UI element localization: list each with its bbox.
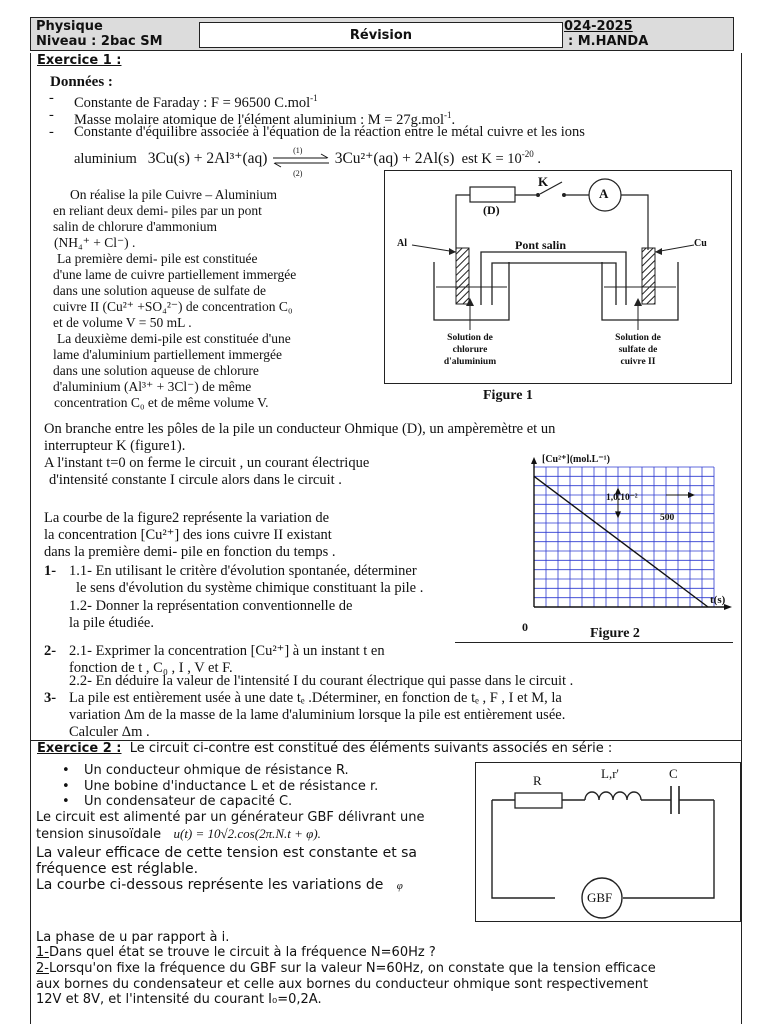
bullet-dash: -: [49, 90, 54, 106]
faraday-constant: Constante de Faraday : F = 96500 C.mol$^{-1}$: [74, 93, 318, 111]
question-3-number: 3-: [44, 690, 57, 706]
teacher-name: : M.HANDA: [568, 34, 649, 49]
ex2-paragraph-6: La phase de u par rapport à i.: [36, 930, 230, 945]
curve-description: La courbe de la figure2 représente la variation de la concentration [Cu²⁺] des ions cuivre II existant dans la première demi- pile en fonction du temps .: [44, 510, 336, 560]
figure-1-diagram: [384, 170, 732, 384]
list-item: • Une bobine d'inductance L et de résistance r.: [84, 779, 378, 795]
pile-description: On réalise la pile Cuivre – Aluminium en reliant deux demi- piles par un pont salin de chlorure d'ammonium (NH₄⁺ + Cl⁻) . La première demi- pile est constituée d'une lame de cuivre partiellement immergée dans une solution aqueuse de sulfate de cuivre II (Cu²⁺ +SO₄²⁻) de concentration C₀ et de volume V = 50 mL . La deuxième demi-pile est constituée d'une lame d'aluminium partiellement immergée dans une solution aqueuse de chlorure d'aluminium (Al³⁺ + 3Cl⁻) de même concentration C₀ et de même volume V.: [53, 187, 297, 410]
figure-1-caption: Figure 1: [483, 388, 533, 403]
exercise-2-title: Exercice 2 :: [37, 741, 122, 756]
chart-canvas: [512, 452, 734, 632]
ex2-paragraph-4: fréquence est réglable.: [36, 861, 199, 877]
list-item: • Un conducteur ohmique de résistance R.: [84, 763, 378, 779]
electrode-al-label: Al: [397, 238, 407, 249]
divider: [455, 642, 733, 643]
ex2-paragraph-1: Le circuit est alimenté par un générateur GBF délivrant une: [36, 810, 425, 825]
rlc-circuit-diagram: [475, 762, 741, 922]
question-1-2: 1.2- Donner la représentation conventionnelle de la pile étudiée.: [69, 598, 353, 631]
right-solution-label: Solution de sulfate de cuivre II: [615, 333, 661, 367]
molar-mass: Masse molaire atomique de l'élément aluminium : M = 27g.mol$^{-1}$.: [74, 110, 456, 128]
equation-line: aluminium 3Cu(s) + 2Al³⁺(aq) (1) (2) 3Cu²⁺(aq) + 2Al(s) est $K = 10^{-20}$ .: [74, 145, 542, 178]
question-2-1: 2.1- Exprimer la concentration [Cu²⁺] à un instant t en fonction de t , C₀ , I , V et F.: [69, 643, 385, 676]
aluminium-plate: [456, 248, 469, 304]
exercise-2-heading: [37, 741, 612, 757]
ex2-paragraph-3: La valeur efficace de cette tension est constante et sa: [36, 845, 418, 861]
bullet-dash: -: [49, 124, 54, 140]
inductor-label: L,r': [601, 766, 619, 781]
gbf-label: GBF: [587, 890, 613, 905]
ex2-question-2: 2-Lorsqu'on fixe la fréquence du GBF sur la valeur N=60Hz, on constate que la tension efficace aux bornes du condensateur et celle aux bornes du conducteur ohmique sont respectivement 12V et 8V, et l'intensité du courant I₀=0,2A.: [36, 961, 656, 1007]
salt-bridge-label: Pont salin: [515, 238, 567, 252]
conductor-label: (D): [483, 203, 500, 217]
figure-2-caption: Figure 2: [590, 626, 640, 641]
question-2-2: 2.2- En déduire la valeur de l'intensité I du courant électrique qui passe dans le circuit .: [69, 673, 574, 689]
chart-y-scale-label: 1,0.10⁻²: [606, 493, 638, 503]
data-heading: Données :: [50, 74, 113, 90]
y-axis-arrow: [531, 457, 537, 464]
chart-origin-label: 0: [522, 620, 528, 634]
resistor-label: R: [533, 773, 542, 788]
ex2-paragraph-2: tension sinusoïdale u(t) = 10√2.cos(2π.N.t + φ).: [36, 826, 321, 842]
exercise-1-title: Exercice 1 :: [37, 53, 122, 68]
resistor-d: [470, 187, 515, 202]
question-1-1: 1.1- En utilisant le critère d'évolution spontanée, déterminer le sens d'évolution du système chimique constituant la pile .: [69, 563, 424, 596]
ammeter-label: A: [599, 186, 609, 201]
question-3: La pile est entièrement usée à une date tₑ .Déterminer, en fonction de tₑ , F , I et M, la variation Δm de la masse de la lame d'aluminium lorsque la pile est entièrement usée. Calculer Δm .: [69, 690, 566, 738]
ex2-paragraph-5: La courbe ci-dessous représente les variations de φ: [36, 877, 403, 893]
page-title: Révision: [199, 22, 563, 48]
bullet-dash: -: [49, 107, 54, 123]
voltage-equation: u(t) = 10√2.cos(2π.N.t + φ).: [173, 826, 321, 841]
component-list: [84, 763, 378, 810]
question-1-number: 1-: [44, 563, 57, 579]
chart-y-label: [Cu²⁺](mol.L⁻¹): [542, 454, 610, 465]
electrode-cu-label: Cu: [694, 238, 707, 249]
chart-x-scale-label: 500: [660, 513, 675, 523]
subject-label: Physique: [36, 19, 103, 34]
school-year: 024-2025: [564, 19, 633, 34]
y-scale-arrow-down: [615, 511, 621, 518]
circuit-description: On branche entre les pôles de la pile un conducteur Ohmique (D), un ampèremètre et un interrupteur K (figure1). A l'instant t=0 on ferme le circuit , un courant électrique d'intensité constante I circule alors dans le circuit .: [44, 421, 556, 488]
resistor-r: [515, 793, 562, 808]
ex2-question-1: 1-Dans quel état se trouve le circuit à la fréquence N=60Hz ?: [36, 945, 436, 960]
chart-x-label: t(s): [710, 594, 726, 606]
figure-2-chart: [512, 452, 734, 632]
question-2-number: 2-: [44, 643, 57, 659]
capacitor-label: C: [669, 766, 678, 781]
left-solution-label: Solution de chlorure d'aluminium: [443, 333, 497, 367]
list-item: • Un condensateur de capacité C.: [84, 794, 378, 810]
equilibrium-constant-text: Constante d'équilibre associée à l'équation de la réaction entre le métal cuivre et les ions: [74, 124, 585, 140]
switch-label: K: [538, 174, 549, 189]
x-scale-arrow: [688, 492, 695, 498]
equilibrium-arrow: (1) (2): [271, 152, 331, 168]
copper-plate: [642, 248, 655, 304]
level-label: Niveau : 2bac SM: [36, 34, 163, 49]
exercise-2-intro: Le circuit ci-contre est constitué des éléments suivants associés en série :: [129, 741, 613, 756]
